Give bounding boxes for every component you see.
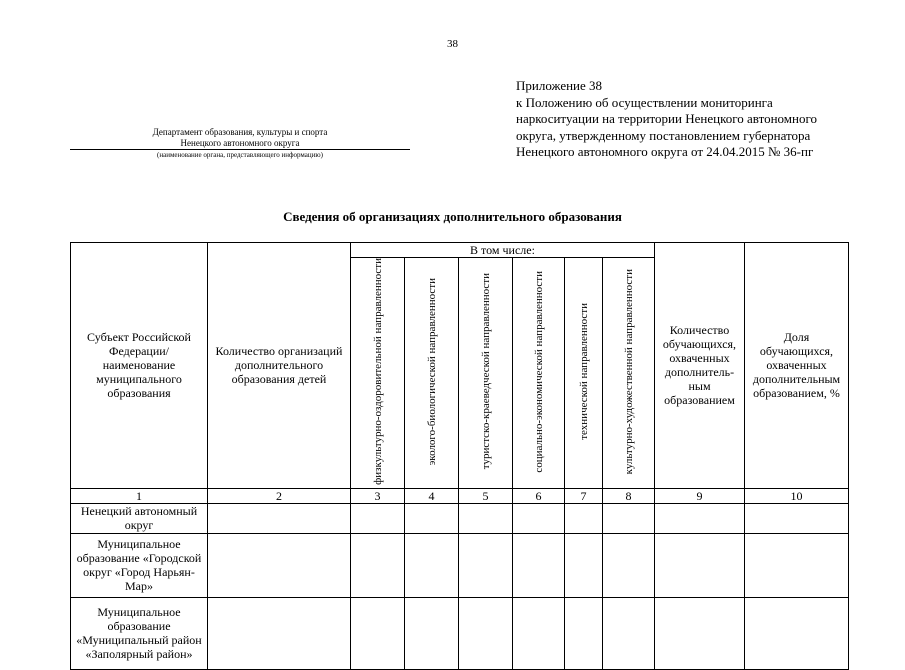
row-label: Муниципальное образование «Городской округ «Город Нарьян-Мар» [71, 533, 208, 597]
col-num-3: 3 [351, 488, 405, 503]
appendix-line-4: округа, утвержденному постановлением губернатора [516, 127, 811, 143]
table-cell [513, 597, 565, 669]
table-row [71, 533, 849, 597]
table-cell [565, 503, 603, 533]
table-cell [655, 503, 745, 533]
table-cell [565, 597, 603, 669]
table-row [71, 503, 849, 533]
header-subject: Субъект Российской Федерации/ наименование муниципального образования [71, 243, 208, 489]
table-cell [459, 597, 513, 669]
table-cell [208, 503, 351, 533]
table-cell [351, 597, 405, 669]
col-num-10: 10 [745, 488, 849, 503]
department-line-2: Ненецкого автономного округа [70, 138, 410, 150]
table-cell [513, 503, 565, 533]
row-label: Ненецкий автономный округ [71, 503, 208, 533]
table-cell [513, 533, 565, 597]
table-cell [459, 503, 513, 533]
appendix-line-3: наркоситуации на территории Ненецкого автономного [516, 111, 817, 126]
table-cell [565, 533, 603, 597]
col-num-5: 5 [459, 488, 513, 503]
document-title: Сведения об организациях дополнительного образования [283, 209, 622, 224]
col-num-2: 2 [208, 488, 351, 503]
appendix-line-5: Ненецкого автономного округа от 24.04.2015 № 36-пг [516, 144, 814, 159]
col-num-9: 9 [655, 488, 745, 503]
header-including: В том числе: [351, 243, 655, 258]
table-cell [208, 597, 351, 669]
table-cell [745, 533, 849, 597]
department-line-1: Департамент образования, культуры и спорта [152, 127, 328, 137]
table-row [71, 597, 849, 669]
table-cell [405, 533, 459, 597]
appendix-line-2: к Положению об осуществлении мониторинга [516, 94, 773, 110]
table-cell [405, 597, 459, 669]
table-cell [603, 503, 655, 533]
row-label: Муниципальное образование «Муниципальный район «Заполярный район» [71, 597, 208, 669]
header-tourism: туристско-краеведческой направленности [459, 258, 513, 489]
header-social-economic: социально-экономической направленности [513, 258, 565, 489]
table-cell [351, 533, 405, 597]
department-block [70, 127, 410, 159]
table-cell [208, 533, 351, 597]
header-sport: физкультурно-оздоровительной направленности [351, 258, 405, 489]
page-number: 38 [447, 38, 458, 50]
col-num-7: 7 [565, 488, 603, 503]
col-num-8: 8 [603, 488, 655, 503]
col-num-6: 6 [513, 488, 565, 503]
table-cell [603, 533, 655, 597]
table-cell [745, 597, 849, 669]
header-arts: культурно-художественной направленности [603, 258, 655, 489]
table-cell [655, 533, 745, 597]
appendix-line-1: Приложение 38 [516, 78, 603, 93]
table-cell [745, 503, 849, 533]
col-num-4: 4 [405, 488, 459, 503]
header-students-share: Доля обучающихся, охваченных дополнительным образованием, % [745, 243, 849, 489]
table-cell [459, 533, 513, 597]
table-cell [351, 503, 405, 533]
col-num-1: 1 [71, 488, 208, 503]
table-cell [603, 597, 655, 669]
table-cell [405, 503, 459, 533]
data-table [70, 242, 849, 670]
column-number-row [71, 488, 849, 503]
department-caption: (наименование органа, представляющего информацию) [157, 151, 323, 159]
header-technical: технической направленности [565, 258, 603, 489]
header-org-count: Количество организаций дополнительного образования детей [208, 243, 351, 489]
header-ecology: эколого-биологической направленности [405, 258, 459, 489]
header-students-count: Количество обучающихся, охваченных дополнитель-ным образованием [655, 243, 745, 489]
appendix-block [516, 78, 817, 161]
table-cell [655, 597, 745, 669]
